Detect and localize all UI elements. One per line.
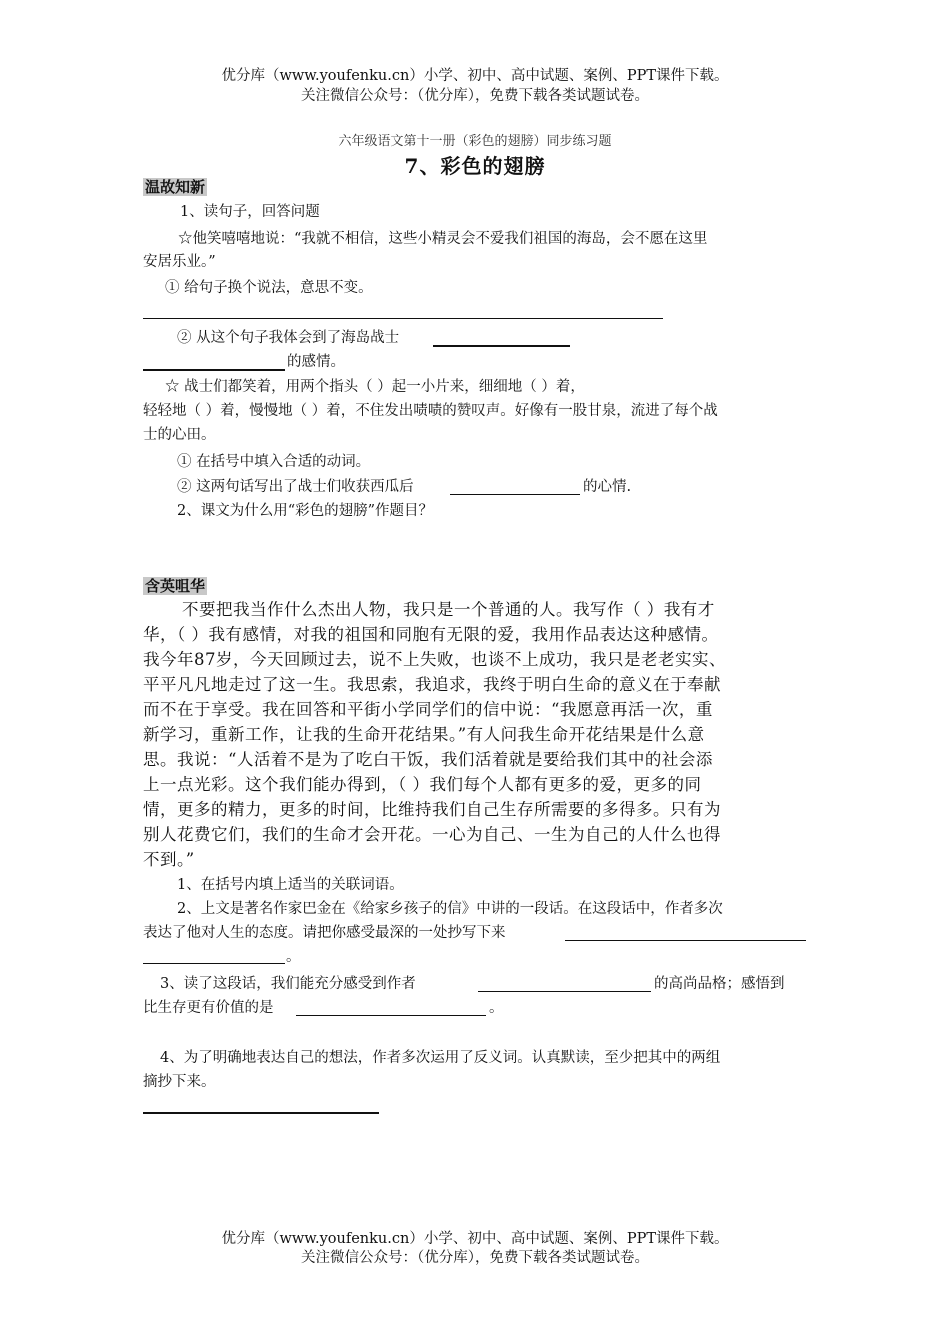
question-1: 1、读句子，回答问题 (180, 204, 320, 220)
answer-line[interactable] (450, 494, 580, 495)
reading-question-3-part-3: 比生存更有价值的是 (143, 1000, 274, 1016)
answer-line[interactable] (143, 1112, 379, 1114)
answer-line[interactable] (143, 369, 285, 371)
sub-question-1: ① 给句子换个说法，意思不变。 (165, 280, 373, 296)
reading-question-3-part-2: 的高尚品格；感悟到 (654, 976, 785, 992)
footer-line-1: 优分库（www.youfenku.cn）小学、初中、高中试题、案例、PPT课件下载。 (221, 1231, 729, 1247)
passage-line: 别人花费它们，我们的生命才会开花。一心为自己、一生为自己的人什么也得 (143, 825, 721, 844)
sub-question-4-part-2: 的心情. (583, 479, 632, 495)
quote-1-line-1: ☆他笑嘻嘻地说：“我就不相信，这些小精灵会不爱我们祖国的海岛，会不愿在这里 (178, 231, 708, 247)
quote-2-line-3: 士的心田。 (143, 427, 216, 443)
sub-question-4-part-1: ② 这两句话写出了战士们收获西瓜后 (177, 479, 414, 495)
header-line-2: 关注微信公众号：（优分库），免费下载各类试题试卷。 (301, 88, 649, 104)
section-label-reading: 含英咀华 (145, 577, 206, 595)
passage-line: 情，更多的精力，更多的时间，比维持我们自己生存所需要的多得多。只有为 (143, 800, 721, 819)
passage-line: 不到。” (143, 850, 195, 869)
passage-line: 上一点光彩。这个我们能办得到，（ ）我们每个人都有更多的爱，更多的同 (143, 775, 702, 794)
reading-question-1: 1、在括号内填上适当的关联词语。 (177, 877, 404, 893)
reading-question-3-end: 。 (489, 1000, 504, 1016)
doc-title: 7、彩色的翅膀 (404, 154, 546, 178)
answer-line[interactable] (143, 963, 285, 964)
passage-line: 而不在于享受。我在回答和平街小学同学们的信中说：“我愿意再活一次，重 (143, 700, 713, 719)
passage-line: 华，（ ）我有感情，对我的祖国和同胞有无限的爱，我用作品表达这种感情。 (143, 625, 719, 644)
reading-question-4-line-2: 摘抄下来。 (143, 1074, 216, 1090)
passage-line: 思。我说：“人活着不是为了吃白干饭，我们活着就是要给我们其中的社会添 (143, 750, 713, 769)
doc-subtitle: 六年级语文第十一册（彩色的翅膀）同步练习题 (338, 134, 612, 149)
reading-question-2-line-1: 2、上文是著名作家巴金在《给家乡孩子的信》中讲的一段话。在这段话中，作者多次 (177, 901, 723, 917)
answer-line[interactable] (565, 940, 806, 941)
question-2: 2、课文为什么用“彩色的翅膀”作题目？ (177, 503, 434, 519)
answer-line[interactable] (296, 1015, 486, 1016)
quote-2-line-1: ☆ 战士们都笑着，用两个指头（ ）起一小片来，细细地（ ）着， (165, 379, 585, 395)
reading-question-4-line-1: 4、为了明确地表达自己的想法，作者多次运用了反义词。认真默读，至少把其中的两组 (160, 1050, 721, 1066)
passage-line: 新学习，重新工作，让我的生命开花结果。”有人问我生命开花结果是什么意 (143, 725, 705, 744)
passage-line: 我今年87岁，今天回顾过去，说不上失败，也谈不上成功，我只是老老实实、 (143, 650, 726, 669)
quote-2-line-2: 轻轻地（ ）着，慢慢地（ ）着，不住发出啧啧的赞叹声。好像有一股甘泉，流进了每个战 (143, 403, 718, 419)
reading-question-2-end: 。 (286, 949, 301, 965)
passage-line: 平平凡凡地走过了这一生。我思索，我追求，我终于明白生命的意义在于奉献 (143, 675, 721, 694)
section-label-review: 温故知新 (145, 178, 206, 196)
answer-line[interactable] (478, 991, 651, 992)
footer-line-2: 关注微信公众号：（优分库），免费下载各类试题试卷。 (301, 1250, 649, 1266)
passage-line: 不要把我当作什么杰出人物，我只是一个普通的人。我写作（ ）我有才 (182, 600, 715, 619)
header-line-1: 优分库（www.youfenku.cn）小学、初中、高中试题、案例、PPT课件下载。 (221, 68, 729, 84)
reading-question-2-line-2: 表达了他对人生的态度。请把你感受最深的一处抄写下来 (143, 925, 506, 941)
answer-line[interactable] (143, 318, 663, 319)
sub-question-2-part-2: 的感情。 (287, 354, 345, 370)
sub-question-3: ① 在括号中填入合适的动词。 (177, 454, 371, 470)
answer-line[interactable] (433, 345, 570, 347)
sub-question-2-part-1: ② 从这个句子我体会到了海岛战士 (177, 330, 400, 346)
reading-question-3-part-1: 3、读了这段话，我们能充分感受到作者 (160, 976, 416, 992)
quote-1-line-2: 安居乐业。” (143, 254, 216, 270)
